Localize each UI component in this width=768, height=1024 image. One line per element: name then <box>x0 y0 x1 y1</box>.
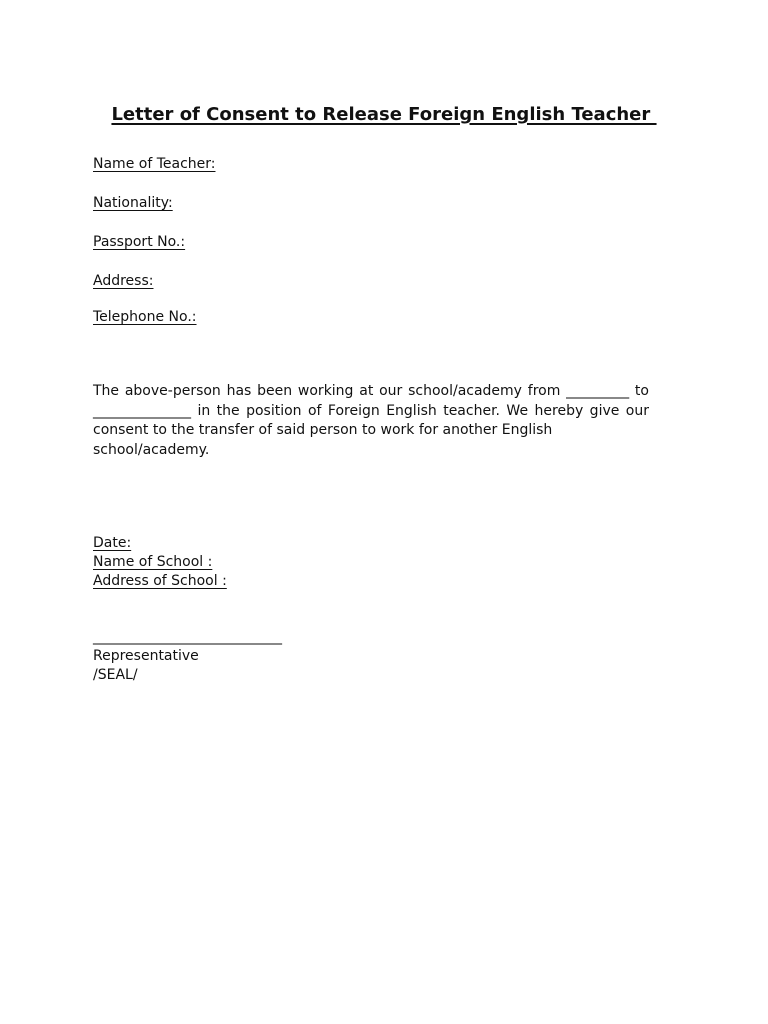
address-of-school-label: Address of School : <box>93 573 227 589</box>
field-name-of-teacher: Name of Teacher: <box>93 156 216 172</box>
field-nationality: Nationality: <box>93 195 173 211</box>
field-passport-no: Passport No.: <box>93 234 186 250</box>
seal-label: /SEAL/ <box>93 667 138 683</box>
paragraph-line: The above-person has been working at our school/academy from _________ to <box>93 383 649 399</box>
paragraph-line: school/academy. <box>93 441 210 458</box>
representative-label: Representative <box>93 648 199 664</box>
field-telephone-no: Telephone No.: <box>93 309 197 325</box>
document-title-text: Letter of Consent to Release Foreign English Teacher <box>111 104 657 125</box>
paragraph-line: consent to the transfer of said person to work for another English <box>93 422 553 438</box>
field-address: Address: <box>93 273 154 289</box>
consent-paragraph <box>93 382 649 460</box>
date-label: Date: <box>93 535 132 551</box>
signature-line: _____________________________ <box>93 629 282 645</box>
paragraph-line: ______________ in the position of Foreign English teacher. We hereby give our <box>93 402 649 419</box>
name-of-school-label: Name of School : <box>93 554 213 570</box>
document-title <box>0 104 768 125</box>
